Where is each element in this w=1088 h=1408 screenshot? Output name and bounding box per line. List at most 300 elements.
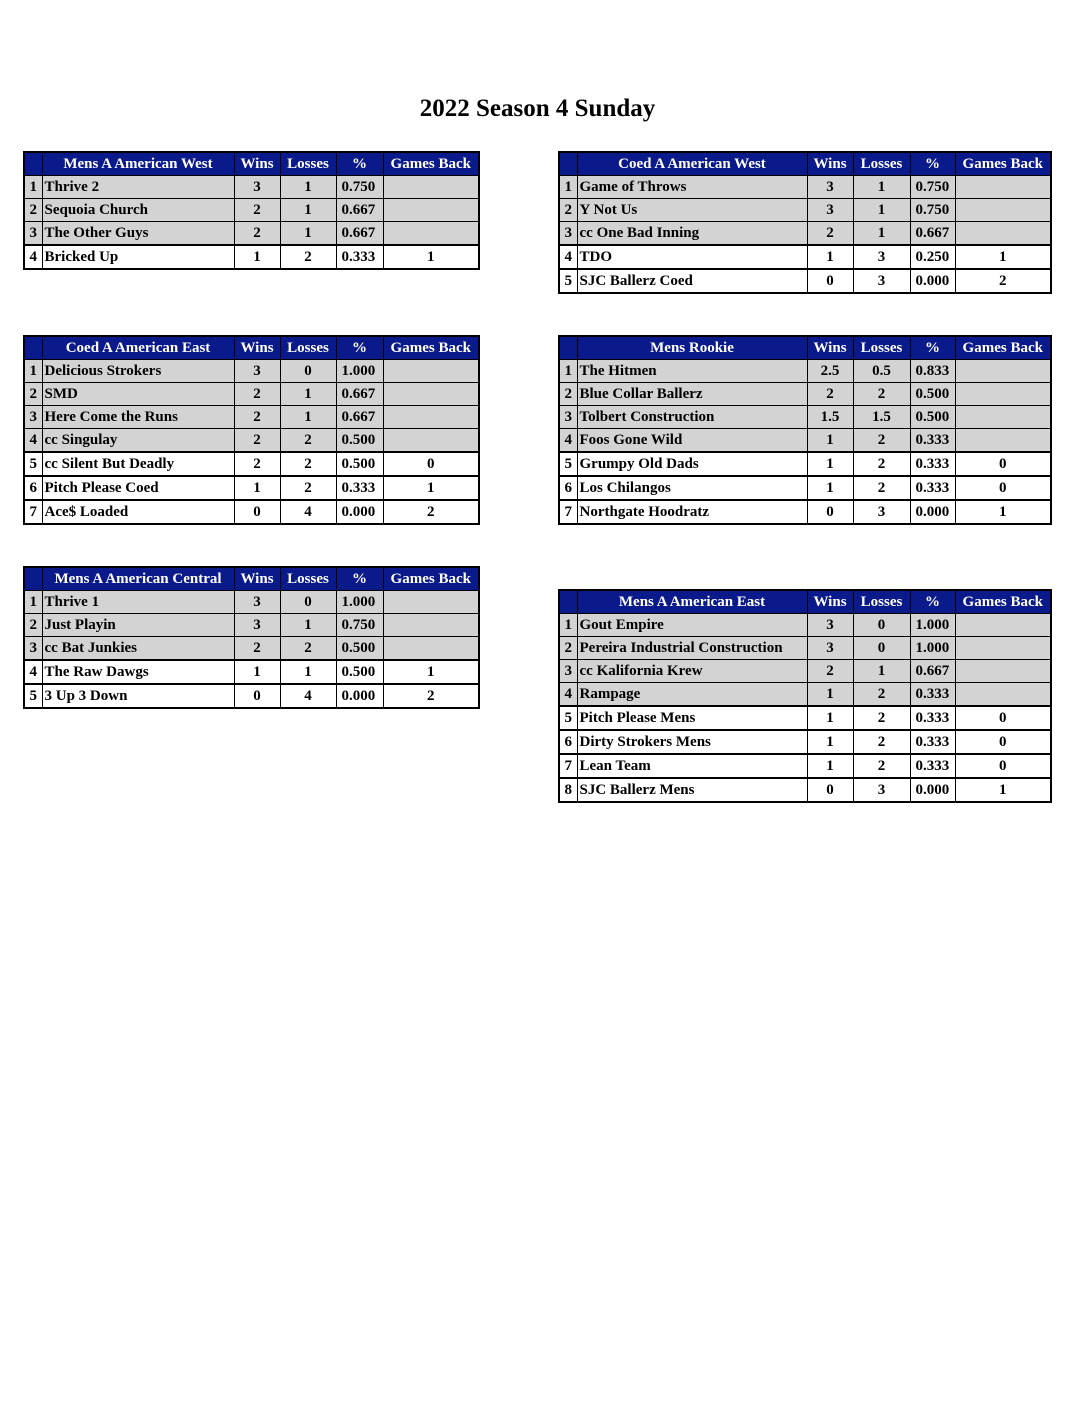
pct-cell: 1.000 bbox=[910, 637, 955, 660]
standings-coed-a-american-east bbox=[23, 335, 480, 525]
pct-cell: 0.333 bbox=[910, 730, 955, 754]
games-back-cell bbox=[955, 429, 1051, 453]
table-row bbox=[24, 199, 479, 222]
games-back-cell bbox=[383, 176, 479, 199]
pct-cell: 0.000 bbox=[336, 684, 383, 708]
losses-cell: 0 bbox=[853, 614, 910, 637]
wins-cell: 2 bbox=[234, 199, 280, 222]
games-back-cell bbox=[383, 429, 479, 453]
games-back-cell bbox=[955, 360, 1051, 383]
games-back-cell bbox=[955, 614, 1051, 637]
rank-cell: 1 bbox=[24, 591, 42, 614]
pct-cell: 0.000 bbox=[910, 778, 955, 802]
rank-cell: 2 bbox=[559, 383, 577, 406]
rank-cell: 2 bbox=[24, 614, 42, 637]
wins-cell: 2 bbox=[234, 406, 280, 429]
pct-cell: 0.500 bbox=[910, 406, 955, 429]
wins-cell: 1 bbox=[807, 452, 853, 476]
pct-cell: 0.500 bbox=[910, 383, 955, 406]
team-name: Pereira Industrial Construction bbox=[577, 637, 807, 660]
losses-cell: 2 bbox=[853, 730, 910, 754]
table-row bbox=[559, 683, 1051, 707]
losses-cell: 2 bbox=[853, 452, 910, 476]
team-name: Grumpy Old Dads bbox=[577, 452, 807, 476]
losses-cell: 1 bbox=[280, 660, 336, 684]
games-back-cell bbox=[955, 406, 1051, 429]
losses-header: Losses bbox=[280, 567, 336, 591]
pct-cell: 0.333 bbox=[910, 706, 955, 730]
rank-cell: 2 bbox=[24, 199, 42, 222]
losses-cell: 2 bbox=[853, 429, 910, 453]
table-row bbox=[559, 730, 1051, 754]
games-back-cell bbox=[383, 360, 479, 383]
rank-cell: 8 bbox=[559, 778, 577, 802]
games-back-cell bbox=[383, 406, 479, 429]
pct-header: % bbox=[336, 567, 383, 591]
rank-cell: 4 bbox=[559, 245, 577, 269]
wins-cell: 0 bbox=[807, 269, 853, 293]
team-name: The Raw Dawgs bbox=[42, 660, 234, 684]
losses-cell: 4 bbox=[280, 684, 336, 708]
pct-cell: 0.333 bbox=[910, 683, 955, 707]
table-row bbox=[559, 500, 1051, 524]
wins-cell: 2 bbox=[234, 383, 280, 406]
team-name: Pitch Please Mens bbox=[577, 706, 807, 730]
losses-cell: 0 bbox=[280, 360, 336, 383]
games-back-cell bbox=[955, 199, 1051, 222]
page-title: 2022 Season 4 Sunday bbox=[419, 95, 656, 122]
team-name: Delicious Strokers bbox=[42, 360, 234, 383]
rank-cell: 3 bbox=[24, 637, 42, 661]
table-row bbox=[24, 591, 479, 614]
header-row bbox=[559, 152, 1051, 176]
games-back-cell bbox=[383, 591, 479, 614]
pct-cell: 0.333 bbox=[910, 476, 955, 500]
wins-cell: 2 bbox=[234, 452, 280, 476]
division-name: Coed A American East bbox=[42, 336, 234, 360]
table-row bbox=[559, 614, 1051, 637]
team-name: TDO bbox=[577, 245, 807, 269]
losses-cell: 0.5 bbox=[853, 360, 910, 383]
losses-cell: 2 bbox=[280, 452, 336, 476]
rank-cell: 2 bbox=[559, 637, 577, 660]
games-back-header: Games Back bbox=[383, 336, 479, 360]
losses-cell: 0 bbox=[280, 591, 336, 614]
table-row bbox=[559, 406, 1051, 429]
pct-cell: 0.667 bbox=[336, 222, 383, 246]
wins-cell: 1 bbox=[807, 730, 853, 754]
table-row bbox=[559, 176, 1051, 199]
wins-cell: 1 bbox=[807, 754, 853, 778]
table-row bbox=[559, 199, 1051, 222]
team-name: Thrive 1 bbox=[42, 591, 234, 614]
division-name: Mens Rookie bbox=[577, 336, 807, 360]
games-back-header: Games Back bbox=[955, 152, 1051, 176]
losses-cell: 1 bbox=[280, 383, 336, 406]
games-back-cell bbox=[955, 637, 1051, 660]
games-back-header: Games Back bbox=[955, 590, 1051, 614]
rank-header bbox=[559, 590, 577, 614]
wins-cell: 3 bbox=[807, 614, 853, 637]
games-back-cell bbox=[955, 683, 1051, 707]
table-row bbox=[24, 452, 479, 476]
wins-cell: 3 bbox=[234, 360, 280, 383]
wins-cell: 3 bbox=[234, 176, 280, 199]
team-name: Los Chilangos bbox=[577, 476, 807, 500]
losses-cell: 1 bbox=[280, 614, 336, 637]
pct-cell: 0.750 bbox=[336, 614, 383, 637]
games-back-cell: 1 bbox=[955, 500, 1051, 524]
wins-cell: 2 bbox=[807, 660, 853, 683]
wins-cell: 2 bbox=[234, 222, 280, 246]
team-name: Tolbert Construction bbox=[577, 406, 807, 429]
table-row bbox=[559, 476, 1051, 500]
pct-cell: 0.000 bbox=[910, 269, 955, 293]
header-row bbox=[24, 336, 479, 360]
division-name: Mens A American West bbox=[42, 152, 234, 176]
rank-cell: 3 bbox=[559, 406, 577, 429]
team-name: 3 Up 3 Down bbox=[42, 684, 234, 708]
team-name: Ace$ Loaded bbox=[42, 500, 234, 524]
wins-cell: 2 bbox=[234, 429, 280, 453]
rank-cell: 6 bbox=[559, 730, 577, 754]
losses-header: Losses bbox=[280, 152, 336, 176]
pct-cell: 0.750 bbox=[910, 199, 955, 222]
games-back-cell bbox=[383, 199, 479, 222]
games-back-cell: 1 bbox=[383, 245, 479, 269]
team-name: Sequoia Church bbox=[42, 199, 234, 222]
wins-header: Wins bbox=[807, 590, 853, 614]
losses-header: Losses bbox=[853, 152, 910, 176]
table-row bbox=[559, 245, 1051, 269]
team-name: Here Come the Runs bbox=[42, 406, 234, 429]
table-row bbox=[24, 476, 479, 500]
standings-mens-a-american-central bbox=[23, 566, 480, 709]
games-back-header: Games Back bbox=[383, 152, 479, 176]
team-name: cc One Bad Inning bbox=[577, 222, 807, 246]
wins-cell: 1.5 bbox=[807, 406, 853, 429]
pct-cell: 0.500 bbox=[336, 452, 383, 476]
losses-cell: 1.5 bbox=[853, 406, 910, 429]
wins-cell: 1 bbox=[807, 476, 853, 500]
wins-cell: 1 bbox=[807, 706, 853, 730]
pct-cell: 0.667 bbox=[910, 222, 955, 246]
pct-header: % bbox=[336, 336, 383, 360]
rank-cell: 1 bbox=[24, 360, 42, 383]
losses-cell: 3 bbox=[853, 778, 910, 802]
team-name: Foos Gone Wild bbox=[577, 429, 807, 453]
losses-cell: 2 bbox=[280, 637, 336, 661]
games-back-cell: 1 bbox=[383, 660, 479, 684]
header-row bbox=[24, 152, 479, 176]
division-name: Mens A American East bbox=[577, 590, 807, 614]
team-name: Bricked Up bbox=[42, 245, 234, 269]
rank-cell: 1 bbox=[559, 176, 577, 199]
games-back-cell: 1 bbox=[383, 476, 479, 500]
wins-cell: 3 bbox=[807, 199, 853, 222]
rank-cell: 7 bbox=[559, 500, 577, 524]
table-row bbox=[559, 754, 1051, 778]
pct-header: % bbox=[910, 336, 955, 360]
games-back-cell: 2 bbox=[383, 684, 479, 708]
table-row bbox=[559, 452, 1051, 476]
pct-cell: 0.500 bbox=[336, 637, 383, 661]
pct-cell: 0.333 bbox=[910, 754, 955, 778]
losses-cell: 1 bbox=[853, 199, 910, 222]
games-back-cell bbox=[955, 660, 1051, 683]
header-row bbox=[559, 336, 1051, 360]
standings-mens-rookie bbox=[558, 335, 1052, 525]
losses-cell: 2 bbox=[280, 245, 336, 269]
games-back-cell bbox=[383, 637, 479, 661]
rank-cell: 1 bbox=[559, 360, 577, 383]
team-name: SJC Ballerz Mens bbox=[577, 778, 807, 802]
pct-cell: 0.250 bbox=[910, 245, 955, 269]
games-back-cell: 0 bbox=[383, 452, 479, 476]
wins-cell: 2 bbox=[807, 222, 853, 246]
rank-header bbox=[559, 336, 577, 360]
rank-cell: 5 bbox=[24, 452, 42, 476]
team-name: Lean Team bbox=[577, 754, 807, 778]
rank-cell: 2 bbox=[559, 199, 577, 222]
losses-cell: 1 bbox=[280, 406, 336, 429]
table-row bbox=[24, 500, 479, 524]
wins-cell: 3 bbox=[807, 637, 853, 660]
pct-cell: 0.000 bbox=[910, 500, 955, 524]
rank-cell: 7 bbox=[559, 754, 577, 778]
team-name: Dirty Strokers Mens bbox=[577, 730, 807, 754]
rank-cell: 2 bbox=[24, 383, 42, 406]
pct-header: % bbox=[336, 152, 383, 176]
team-name: SMD bbox=[42, 383, 234, 406]
table-row bbox=[559, 778, 1051, 802]
team-name: Thrive 2 bbox=[42, 176, 234, 199]
games-back-cell: 0 bbox=[955, 476, 1051, 500]
losses-cell: 1 bbox=[853, 222, 910, 246]
games-back-cell bbox=[383, 614, 479, 637]
losses-header: Losses bbox=[853, 336, 910, 360]
games-back-cell bbox=[955, 176, 1051, 199]
wins-header: Wins bbox=[807, 152, 853, 176]
table-row bbox=[559, 383, 1051, 406]
wins-cell: 2 bbox=[807, 383, 853, 406]
pct-cell: 0.333 bbox=[336, 245, 383, 269]
header-row bbox=[559, 590, 1051, 614]
rank-cell: 6 bbox=[24, 476, 42, 500]
pct-cell: 0.667 bbox=[910, 660, 955, 683]
losses-cell: 1 bbox=[280, 199, 336, 222]
rank-header bbox=[24, 152, 42, 176]
pct-header: % bbox=[910, 152, 955, 176]
rank-cell: 4 bbox=[559, 683, 577, 707]
team-name: cc Silent But Deadly bbox=[42, 452, 234, 476]
team-name: cc Bat Junkies bbox=[42, 637, 234, 661]
team-name: Northgate Hoodratz bbox=[577, 500, 807, 524]
games-back-cell: 1 bbox=[955, 245, 1051, 269]
losses-cell: 2 bbox=[853, 706, 910, 730]
games-back-cell: 0 bbox=[955, 706, 1051, 730]
pct-cell: 0.667 bbox=[336, 406, 383, 429]
pct-cell: 0.333 bbox=[336, 476, 383, 500]
pct-cell: 0.500 bbox=[336, 660, 383, 684]
table-row bbox=[559, 637, 1051, 660]
table-row bbox=[559, 269, 1051, 293]
team-name: cc Kalifornia Krew bbox=[577, 660, 807, 683]
losses-cell: 1 bbox=[280, 176, 336, 199]
table-row bbox=[24, 637, 479, 661]
games-back-cell: 0 bbox=[955, 754, 1051, 778]
team-name: cc Singulay bbox=[42, 429, 234, 453]
wins-cell: 1 bbox=[234, 660, 280, 684]
table-row bbox=[24, 684, 479, 708]
team-name: Y Not Us bbox=[577, 199, 807, 222]
rank-cell: 3 bbox=[24, 222, 42, 246]
losses-cell: 2 bbox=[280, 476, 336, 500]
rank-cell: 5 bbox=[559, 706, 577, 730]
table-row bbox=[559, 222, 1051, 246]
wins-cell: 3 bbox=[234, 614, 280, 637]
rank-cell: 4 bbox=[24, 429, 42, 453]
wins-cell: 3 bbox=[807, 176, 853, 199]
games-back-cell: 1 bbox=[955, 778, 1051, 802]
pct-cell: 1.000 bbox=[336, 360, 383, 383]
team-name: Rampage bbox=[577, 683, 807, 707]
wins-cell: 0 bbox=[807, 778, 853, 802]
table-row bbox=[24, 176, 479, 199]
standings-mens-a-american-east bbox=[558, 589, 1052, 803]
losses-cell: 1 bbox=[853, 176, 910, 199]
losses-cell: 2 bbox=[853, 476, 910, 500]
pct-cell: 0.333 bbox=[910, 452, 955, 476]
wins-cell: 1 bbox=[807, 683, 853, 707]
wins-cell: 1 bbox=[807, 429, 853, 453]
wins-cell: 2 bbox=[234, 637, 280, 661]
pct-cell: 0.667 bbox=[336, 199, 383, 222]
wins-cell: 1 bbox=[807, 245, 853, 269]
table-row bbox=[24, 245, 479, 269]
table-row bbox=[24, 406, 479, 429]
wins-header: Wins bbox=[234, 567, 280, 591]
rank-header bbox=[559, 152, 577, 176]
losses-cell: 3 bbox=[853, 500, 910, 524]
table-row bbox=[24, 383, 479, 406]
pct-header: % bbox=[910, 590, 955, 614]
pct-cell: 0.333 bbox=[910, 429, 955, 453]
rank-cell: 6 bbox=[559, 476, 577, 500]
team-name: Pitch Please Coed bbox=[42, 476, 234, 500]
wins-cell: 0 bbox=[234, 500, 280, 524]
team-name: SJC Ballerz Coed bbox=[577, 269, 807, 293]
losses-cell: 2 bbox=[280, 429, 336, 453]
rank-cell: 5 bbox=[559, 452, 577, 476]
wins-cell: 1 bbox=[234, 476, 280, 500]
table-row bbox=[24, 429, 479, 453]
rank-cell: 3 bbox=[24, 406, 42, 429]
rank-cell: 4 bbox=[24, 245, 42, 269]
games-back-cell: 2 bbox=[383, 500, 479, 524]
header-row bbox=[24, 567, 479, 591]
losses-cell: 4 bbox=[280, 500, 336, 524]
table-row bbox=[559, 429, 1051, 453]
pct-cell: 1.000 bbox=[910, 614, 955, 637]
losses-cell: 1 bbox=[853, 660, 910, 683]
games-back-cell bbox=[955, 383, 1051, 406]
rank-cell: 1 bbox=[24, 176, 42, 199]
losses-cell: 2 bbox=[853, 683, 910, 707]
losses-cell: 2 bbox=[853, 754, 910, 778]
pct-cell: 0.667 bbox=[336, 383, 383, 406]
division-name: Coed A American West bbox=[577, 152, 807, 176]
team-name: Gout Empire bbox=[577, 614, 807, 637]
table-row bbox=[24, 222, 479, 246]
losses-header: Losses bbox=[853, 590, 910, 614]
table-row bbox=[24, 360, 479, 383]
table-row bbox=[24, 660, 479, 684]
team-name: Blue Collar Ballerz bbox=[577, 383, 807, 406]
table-row bbox=[559, 360, 1051, 383]
standings-mens-a-american-west bbox=[23, 151, 480, 270]
losses-cell: 0 bbox=[853, 637, 910, 660]
rank-cell: 3 bbox=[559, 660, 577, 683]
pct-cell: 0.750 bbox=[910, 176, 955, 199]
table-row bbox=[24, 614, 479, 637]
rank-cell: 5 bbox=[559, 269, 577, 293]
team-name: Game of Throws bbox=[577, 176, 807, 199]
wins-cell: 3 bbox=[234, 591, 280, 614]
games-back-cell: 0 bbox=[955, 730, 1051, 754]
wins-header: Wins bbox=[234, 152, 280, 176]
losses-cell: 3 bbox=[853, 245, 910, 269]
games-back-cell bbox=[383, 222, 479, 246]
wins-header: Wins bbox=[807, 336, 853, 360]
games-back-cell: 2 bbox=[955, 269, 1051, 293]
pct-cell: 0.500 bbox=[336, 429, 383, 453]
wins-header: Wins bbox=[234, 336, 280, 360]
rank-cell: 3 bbox=[559, 222, 577, 246]
table-row bbox=[559, 660, 1051, 683]
games-back-header: Games Back bbox=[955, 336, 1051, 360]
games-back-cell: 0 bbox=[955, 452, 1051, 476]
team-name: The Hitmen bbox=[577, 360, 807, 383]
rank-cell: 7 bbox=[24, 500, 42, 524]
pct-cell: 0.750 bbox=[336, 176, 383, 199]
team-name: Just Playin bbox=[42, 614, 234, 637]
standings-coed-a-american-west bbox=[558, 151, 1052, 294]
games-back-header: Games Back bbox=[383, 567, 479, 591]
rank-header bbox=[24, 336, 42, 360]
losses-cell: 3 bbox=[853, 269, 910, 293]
rank-cell: 1 bbox=[559, 614, 577, 637]
games-back-cell bbox=[383, 383, 479, 406]
losses-header: Losses bbox=[280, 336, 336, 360]
rank-cell: 5 bbox=[24, 684, 42, 708]
losses-cell: 1 bbox=[280, 222, 336, 246]
table-row bbox=[559, 706, 1051, 730]
division-name: Mens A American Central bbox=[42, 567, 234, 591]
rank-cell: 4 bbox=[559, 429, 577, 453]
pct-cell: 1.000 bbox=[336, 591, 383, 614]
wins-cell: 1 bbox=[234, 245, 280, 269]
rank-header bbox=[24, 567, 42, 591]
pct-cell: 0.833 bbox=[910, 360, 955, 383]
games-back-cell bbox=[955, 222, 1051, 246]
wins-cell: 0 bbox=[234, 684, 280, 708]
wins-cell: 2.5 bbox=[807, 360, 853, 383]
pct-cell: 0.000 bbox=[336, 500, 383, 524]
losses-cell: 2 bbox=[853, 383, 910, 406]
team-name: The Other Guys bbox=[42, 222, 234, 246]
wins-cell: 0 bbox=[807, 500, 853, 524]
